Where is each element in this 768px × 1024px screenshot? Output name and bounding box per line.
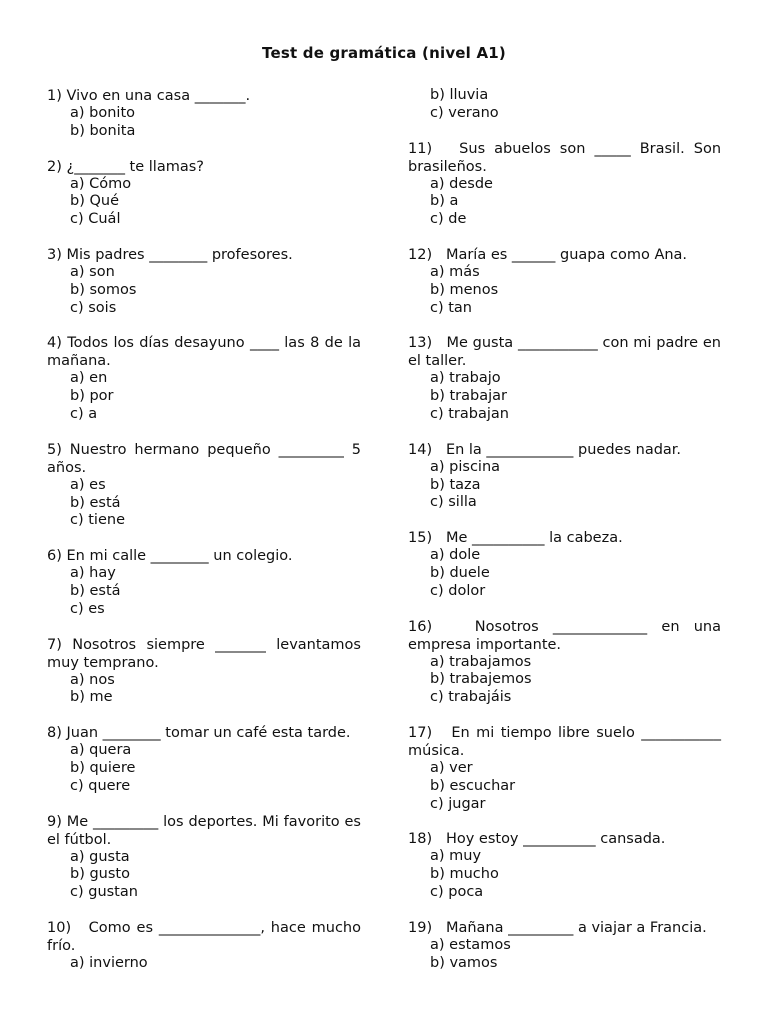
question-block	[408, 529, 721, 600]
answer-option[interactable]: b) me	[70, 689, 113, 706]
question-number: 6)	[47, 548, 67, 565]
answer-options	[47, 672, 361, 708]
question-number: 3)	[47, 246, 67, 263]
question-text	[408, 334, 721, 370]
answer-option[interactable]: b) Qué	[70, 193, 119, 210]
answer-option[interactable]: a) muy	[430, 848, 482, 865]
answer-option[interactable]: c) Cuál	[70, 211, 121, 228]
right-column	[408, 87, 721, 989]
answer-options	[47, 849, 361, 902]
answer-option[interactable]: a) Cómo	[70, 175, 132, 192]
answer-options	[47, 955, 361, 973]
answer-option[interactable]: c) tiene	[70, 512, 125, 529]
answer-option[interactable]: c) poca	[430, 883, 484, 900]
question-prompt: Nosotros siempre _______ levantamos muy temprano.	[47, 636, 361, 671]
question-prompt: Todos los días desayuno ____ las 8 de la mañana.	[47, 335, 361, 370]
answer-option[interactable]: c) de	[430, 211, 467, 228]
question-number: 12)	[408, 246, 446, 263]
answer-option[interactable]: b) duele	[430, 564, 490, 581]
question-number: 8)	[47, 725, 67, 742]
question-number: 1)	[47, 88, 67, 104]
answer-option[interactable]: a) trabajo	[430, 370, 501, 387]
answer-option[interactable]: a) hay	[70, 565, 116, 582]
answer-options	[408, 848, 721, 901]
question-number: 15)	[408, 530, 446, 547]
question-number: 17)	[408, 724, 452, 741]
answer-options	[47, 742, 361, 795]
question-block	[408, 441, 721, 512]
question-prompt: María es ______ guapa como Ana.	[445, 246, 688, 263]
answer-option[interactable]: c) a	[70, 405, 98, 422]
question-text	[47, 547, 361, 565]
answer-option[interactable]: a) desde	[430, 175, 493, 192]
question-prompt: Mañana _________ a viajar a Francia.	[445, 919, 707, 936]
question-prompt: Nosotros _____________ en una empresa importante.	[408, 618, 721, 653]
answer-option[interactable]: c) gustan	[70, 884, 138, 901]
answer-option[interactable]: a) estamos	[430, 936, 511, 953]
question-text	[47, 724, 361, 742]
answer-option[interactable]: a) trabajamos	[430, 653, 532, 670]
question-number: 11)	[408, 140, 460, 157]
answer-option[interactable]: b) gusto	[70, 866, 130, 883]
question-block	[408, 830, 721, 901]
question-prompt: Hoy estoy __________ cansada.	[445, 831, 666, 848]
question-block	[47, 334, 361, 423]
answer-option[interactable]: c) dolor	[430, 582, 486, 599]
page-title: Test de gramática (nivel A1)	[262, 44, 506, 62]
question-text	[408, 919, 721, 937]
question-text	[47, 919, 361, 955]
question-text	[47, 246, 361, 264]
answer-options	[408, 760, 721, 813]
question-number: 14)	[408, 441, 446, 458]
question-block	[408, 724, 721, 813]
question-block	[408, 334, 721, 423]
answer-option[interactable]: b) quiere	[70, 759, 136, 776]
answer-options	[408, 264, 721, 317]
question-number: 9)	[47, 813, 67, 830]
question-block	[47, 246, 361, 317]
answer-option[interactable]: c) jugar	[430, 795, 486, 812]
answer-option[interactable]: a) nos	[70, 671, 115, 688]
answer-option[interactable]: a) gusta	[70, 848, 130, 865]
question-number: 10)	[47, 919, 89, 936]
answer-option[interactable]: c) es	[70, 600, 105, 617]
question-number: 4)	[47, 335, 68, 352]
answer-option[interactable]: b) escuchar	[430, 777, 516, 794]
answer-option[interactable]: a) quera	[70, 742, 132, 759]
question-text	[47, 334, 361, 370]
answer-option[interactable]: a) bonito	[70, 105, 136, 121]
question-prompt: En mi tiempo libre suelo ___________ música.	[408, 724, 721, 759]
answer-options	[408, 937, 721, 973]
question-block	[47, 441, 361, 530]
answer-option[interactable]: a) son	[70, 263, 115, 280]
question-block	[47, 813, 361, 902]
question-prompt: ¿_______ te llamas?	[66, 158, 204, 175]
answer-option[interactable]: c) silla	[430, 494, 477, 511]
answer-option[interactable]: c) verano	[430, 104, 499, 121]
answer-options	[47, 176, 361, 229]
answer-option[interactable]: b) está	[70, 494, 121, 511]
answer-option[interactable]: a) dole	[430, 547, 481, 564]
answer-options	[47, 264, 361, 317]
question-prompt: Mis padres ________ profesores.	[66, 246, 293, 263]
question-text	[408, 724, 721, 760]
question-block	[47, 636, 361, 708]
question-prompt: En mi calle ________ un colegio.	[66, 548, 293, 565]
question-number: 7)	[47, 636, 73, 653]
question-number: 5)	[47, 441, 70, 458]
answer-options	[47, 477, 361, 530]
question-text	[408, 441, 721, 459]
answer-option[interactable]: b) mucho	[430, 866, 499, 883]
answer-option[interactable]: b) está	[70, 582, 121, 599]
answer-option[interactable]: b) lluvia	[430, 87, 489, 103]
question-text	[408, 618, 721, 654]
question-block	[47, 87, 361, 141]
question-10-continued-options	[408, 87, 721, 123]
question-block	[408, 618, 721, 707]
question-number: 2)	[47, 158, 67, 175]
answer-option[interactable]: b) somos	[70, 281, 137, 298]
answer-options	[47, 105, 361, 141]
question-number: 13)	[408, 335, 447, 352]
question-text	[408, 246, 721, 264]
answer-option[interactable]: c) sois	[70, 299, 117, 316]
question-prompt: Nuestro hermano pequeño _________ 5 años.	[47, 441, 361, 476]
question-prompt: En la ____________ puedes nadar.	[445, 441, 682, 458]
question-number: 16)	[408, 618, 475, 635]
question-prompt: Juan ________ tomar un café esta tarde.	[66, 725, 351, 742]
answer-option[interactable]: b) trabajemos	[430, 671, 532, 688]
answer-option[interactable]: a) piscina	[430, 458, 501, 475]
question-text	[408, 140, 721, 176]
question-prompt: Me gusta ___________ con mi padre en el taller.	[408, 335, 721, 370]
answer-option[interactable]: a) es	[70, 476, 106, 493]
question-prompt: Como es ______________, hace mucho frío.	[47, 919, 361, 954]
answer-option[interactable]: b) taza	[430, 476, 481, 493]
question-prompt: Me __________ la cabeza.	[445, 530, 623, 547]
question-text	[408, 529, 721, 547]
answer-options	[408, 370, 721, 423]
answer-option[interactable]: c) trabajan	[430, 405, 509, 422]
question-block	[408, 919, 721, 973]
question-text	[47, 636, 361, 672]
question-block	[408, 246, 721, 317]
question-prompt: Me _________ los deportes. Mi favorito es el fútbol.	[47, 813, 361, 848]
question-prompt: Sus abuelos son _____ Brasil. Son brasileños.	[408, 140, 722, 175]
answer-option[interactable]: b) menos	[430, 281, 499, 298]
answer-options	[47, 565, 361, 618]
answer-option[interactable]: c) quere	[70, 777, 131, 794]
question-block	[47, 547, 361, 618]
question-block	[47, 158, 361, 229]
answer-option[interactable]: a) en	[70, 370, 108, 387]
question-block	[47, 724, 361, 795]
answer-option[interactable]: c) tan	[430, 299, 472, 316]
question-prompt: Vivo en una casa _______.	[66, 88, 251, 104]
answer-option[interactable]: c) trabajáis	[430, 689, 512, 706]
question-text	[47, 87, 361, 105]
question-number: 18)	[408, 831, 446, 848]
question-text	[408, 830, 721, 848]
answer-option[interactable]: b) vamos	[430, 954, 498, 971]
question-block	[47, 919, 361, 973]
answer-options	[408, 547, 721, 600]
answer-option[interactable]: b) trabajar	[430, 388, 507, 405]
left-column	[47, 87, 361, 990]
question-text	[47, 441, 361, 477]
answer-option[interactable]: b) a	[430, 193, 459, 210]
question-text	[47, 158, 361, 176]
question-number: 19)	[408, 919, 446, 936]
question-text	[47, 813, 361, 849]
answer-options	[408, 459, 721, 512]
answer-option[interactable]: b) bonita	[70, 122, 136, 139]
answer-options	[47, 370, 361, 423]
question-block	[408, 140, 721, 229]
answer-options	[408, 654, 721, 707]
answer-option[interactable]: b) por	[70, 388, 114, 405]
answer-option[interactable]: a) ver	[430, 759, 473, 776]
answer-options	[408, 176, 721, 229]
answer-option[interactable]: a) invierno	[70, 954, 148, 971]
answer-option[interactable]: a) más	[430, 263, 480, 280]
